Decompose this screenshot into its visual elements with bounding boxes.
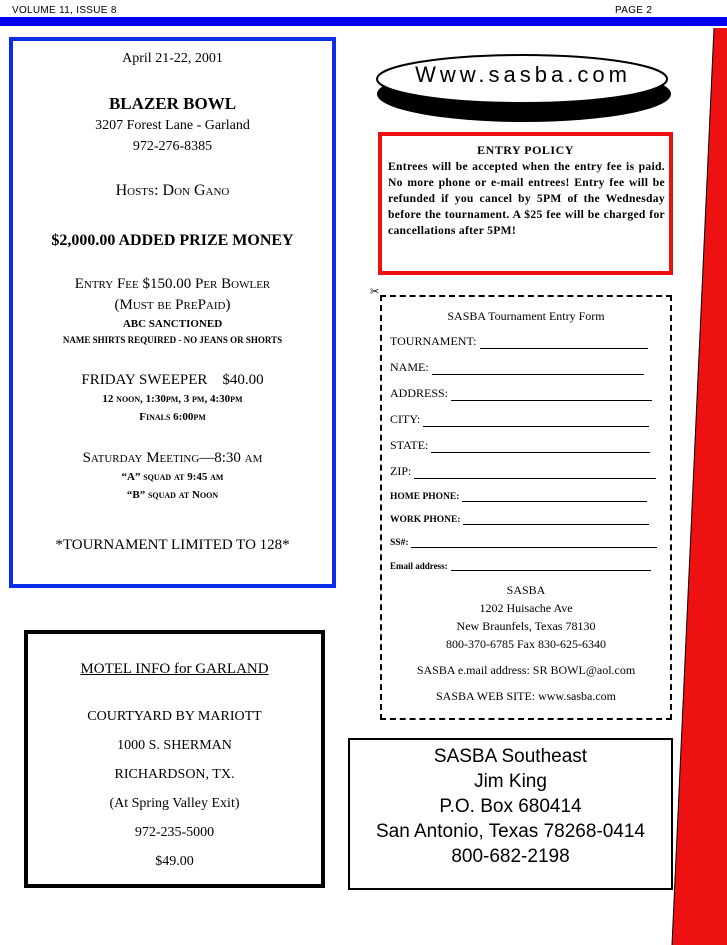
venue-address: 3207 Forest Lane - Garland [95, 118, 250, 133]
motel-city: RICHARDSON, TX. [114, 767, 235, 782]
event-info-box [9, 37, 336, 588]
squad-b: “B” squad at Noon [126, 489, 219, 501]
ssn-field[interactable] [390, 536, 657, 548]
friday-finals: Finals 6:00pm [139, 411, 206, 423]
ssn-blank[interactable] [411, 536, 657, 548]
sanction-note: ABC SANCTIONED [122, 318, 223, 330]
email-field[interactable] [390, 559, 651, 571]
motel-price: $49.00 [155, 854, 194, 869]
state-label: STATE: [390, 438, 429, 452]
home-phone-field[interactable] [390, 490, 647, 502]
org-website: SASBA WEB SITE: www.sasba.com [436, 689, 616, 703]
entry-policy-box [378, 132, 673, 275]
email-label: Email address: [390, 561, 448, 571]
southeast-city: San Antonio, Texas 78268-0414 [375, 821, 646, 842]
city-blank[interactable] [423, 415, 649, 427]
tournament-limit: *TOURNAMENT LIMITED TO 128* [55, 537, 290, 553]
zip-blank[interactable] [414, 467, 656, 479]
saturday-meeting: Saturday Meeting—8:30 am [82, 450, 263, 466]
org-phones: 800-370-6785 Fax 830-625-6340 [446, 637, 606, 651]
zip-field[interactable] [390, 464, 656, 479]
motel-phone: 972-235-5000 [134, 825, 215, 840]
name-label: NAME: [390, 360, 429, 374]
issue-label: VOLUME 11, ISSUE 8 [12, 5, 117, 16]
name-blank[interactable] [432, 363, 644, 375]
prepaid-note: (Must be PrePaid) [114, 297, 231, 313]
org-street: 1202 Huisache Ave [479, 601, 573, 615]
website-link[interactable]: Www.sasba.com [415, 62, 631, 87]
southeast-title: SASBA Southeast [433, 746, 588, 767]
home-phone-blank[interactable] [462, 490, 647, 502]
friday-times: 12 noon, 1:30pm, 3 pm, 4:30pm [102, 393, 243, 405]
tournament-field[interactable] [390, 334, 648, 349]
motel-street: 1000 S. SHERMAN [117, 738, 232, 753]
southeast-pobox: P.O. Box 680414 [439, 796, 582, 817]
ssn-label: SS#: [390, 538, 409, 548]
email-blank[interactable] [451, 559, 651, 571]
org-name: SASBA [506, 583, 546, 597]
policy-text: Entrees will be accepted when the entry fee is paid. No more phone or e-mail entrees! Entry fee will be refunded if you cancel by 5PM of the Wednesday before the tournament. A $25 fee will be charged for cancellations after 5PM! [388, 160, 665, 237]
hosts-line: Hosts: Don Gano [115, 182, 230, 199]
motel-name: COURTYARD BY MARIOTT [87, 709, 262, 724]
southeast-contact-box [348, 738, 673, 890]
header-rule [0, 17, 727, 26]
motel-exit: (At Spring Valley Exit) [109, 796, 240, 811]
org-email: SASBA e.mail address: SR BOWL@aol.com [416, 663, 636, 677]
name-field[interactable] [390, 360, 644, 375]
work-phone-label: WORK PHONE: [390, 515, 461, 525]
prize-money: $2,000.00 ADDED PRIZE MONEY [51, 232, 294, 249]
home-phone-label: HOME PHONE: [390, 492, 460, 502]
motel-title: MOTEL INFO for GARLAND [80, 661, 269, 677]
state-blank[interactable] [431, 441, 650, 453]
entry-form [380, 295, 672, 720]
address-field[interactable] [390, 386, 652, 401]
venue-phone: 972-276-8385 [132, 139, 213, 154]
scissors-icon: ✂ [370, 286, 380, 298]
city-label: CITY: [390, 412, 421, 426]
zip-label: ZIP: [390, 464, 412, 478]
southeast-phone: 800-682-2198 [451, 846, 570, 867]
motel-info-box [24, 630, 325, 888]
entry-fee: Entry Fee $150.00 Per Bowler [74, 276, 271, 292]
red-wedge-shape [672, 28, 727, 945]
dress-code: NAME SHIRTS REQUIRED - NO JEANS OR SHORTS [62, 335, 283, 345]
state-field[interactable] [390, 438, 650, 453]
tournament-blank[interactable] [480, 337, 648, 349]
work-phone-field[interactable] [390, 513, 649, 525]
friday-sweeper: FRIDAY SWEEPER $40.00 [81, 372, 264, 388]
tournament-label: TOURNAMENT: [390, 334, 477, 348]
city-field[interactable] [390, 412, 649, 427]
event-date: April 21-22, 2001 [122, 51, 223, 66]
address-label: ADDRESS: [390, 386, 449, 400]
address-blank[interactable] [451, 389, 652, 401]
org-city: New Braunfels, Texas 78130 [456, 619, 596, 633]
southeast-contact: Jim King [474, 771, 547, 792]
work-phone-blank[interactable] [463, 513, 649, 525]
venue-name: BLAZER BOWL [108, 94, 237, 113]
page-number: PAGE 2 [615, 5, 653, 16]
policy-title: ENTRY POLICY [477, 143, 574, 157]
squad-a: “A” squad at 9:45 am [121, 471, 224, 483]
form-title: SASBA Tournament Entry Form [447, 309, 605, 323]
